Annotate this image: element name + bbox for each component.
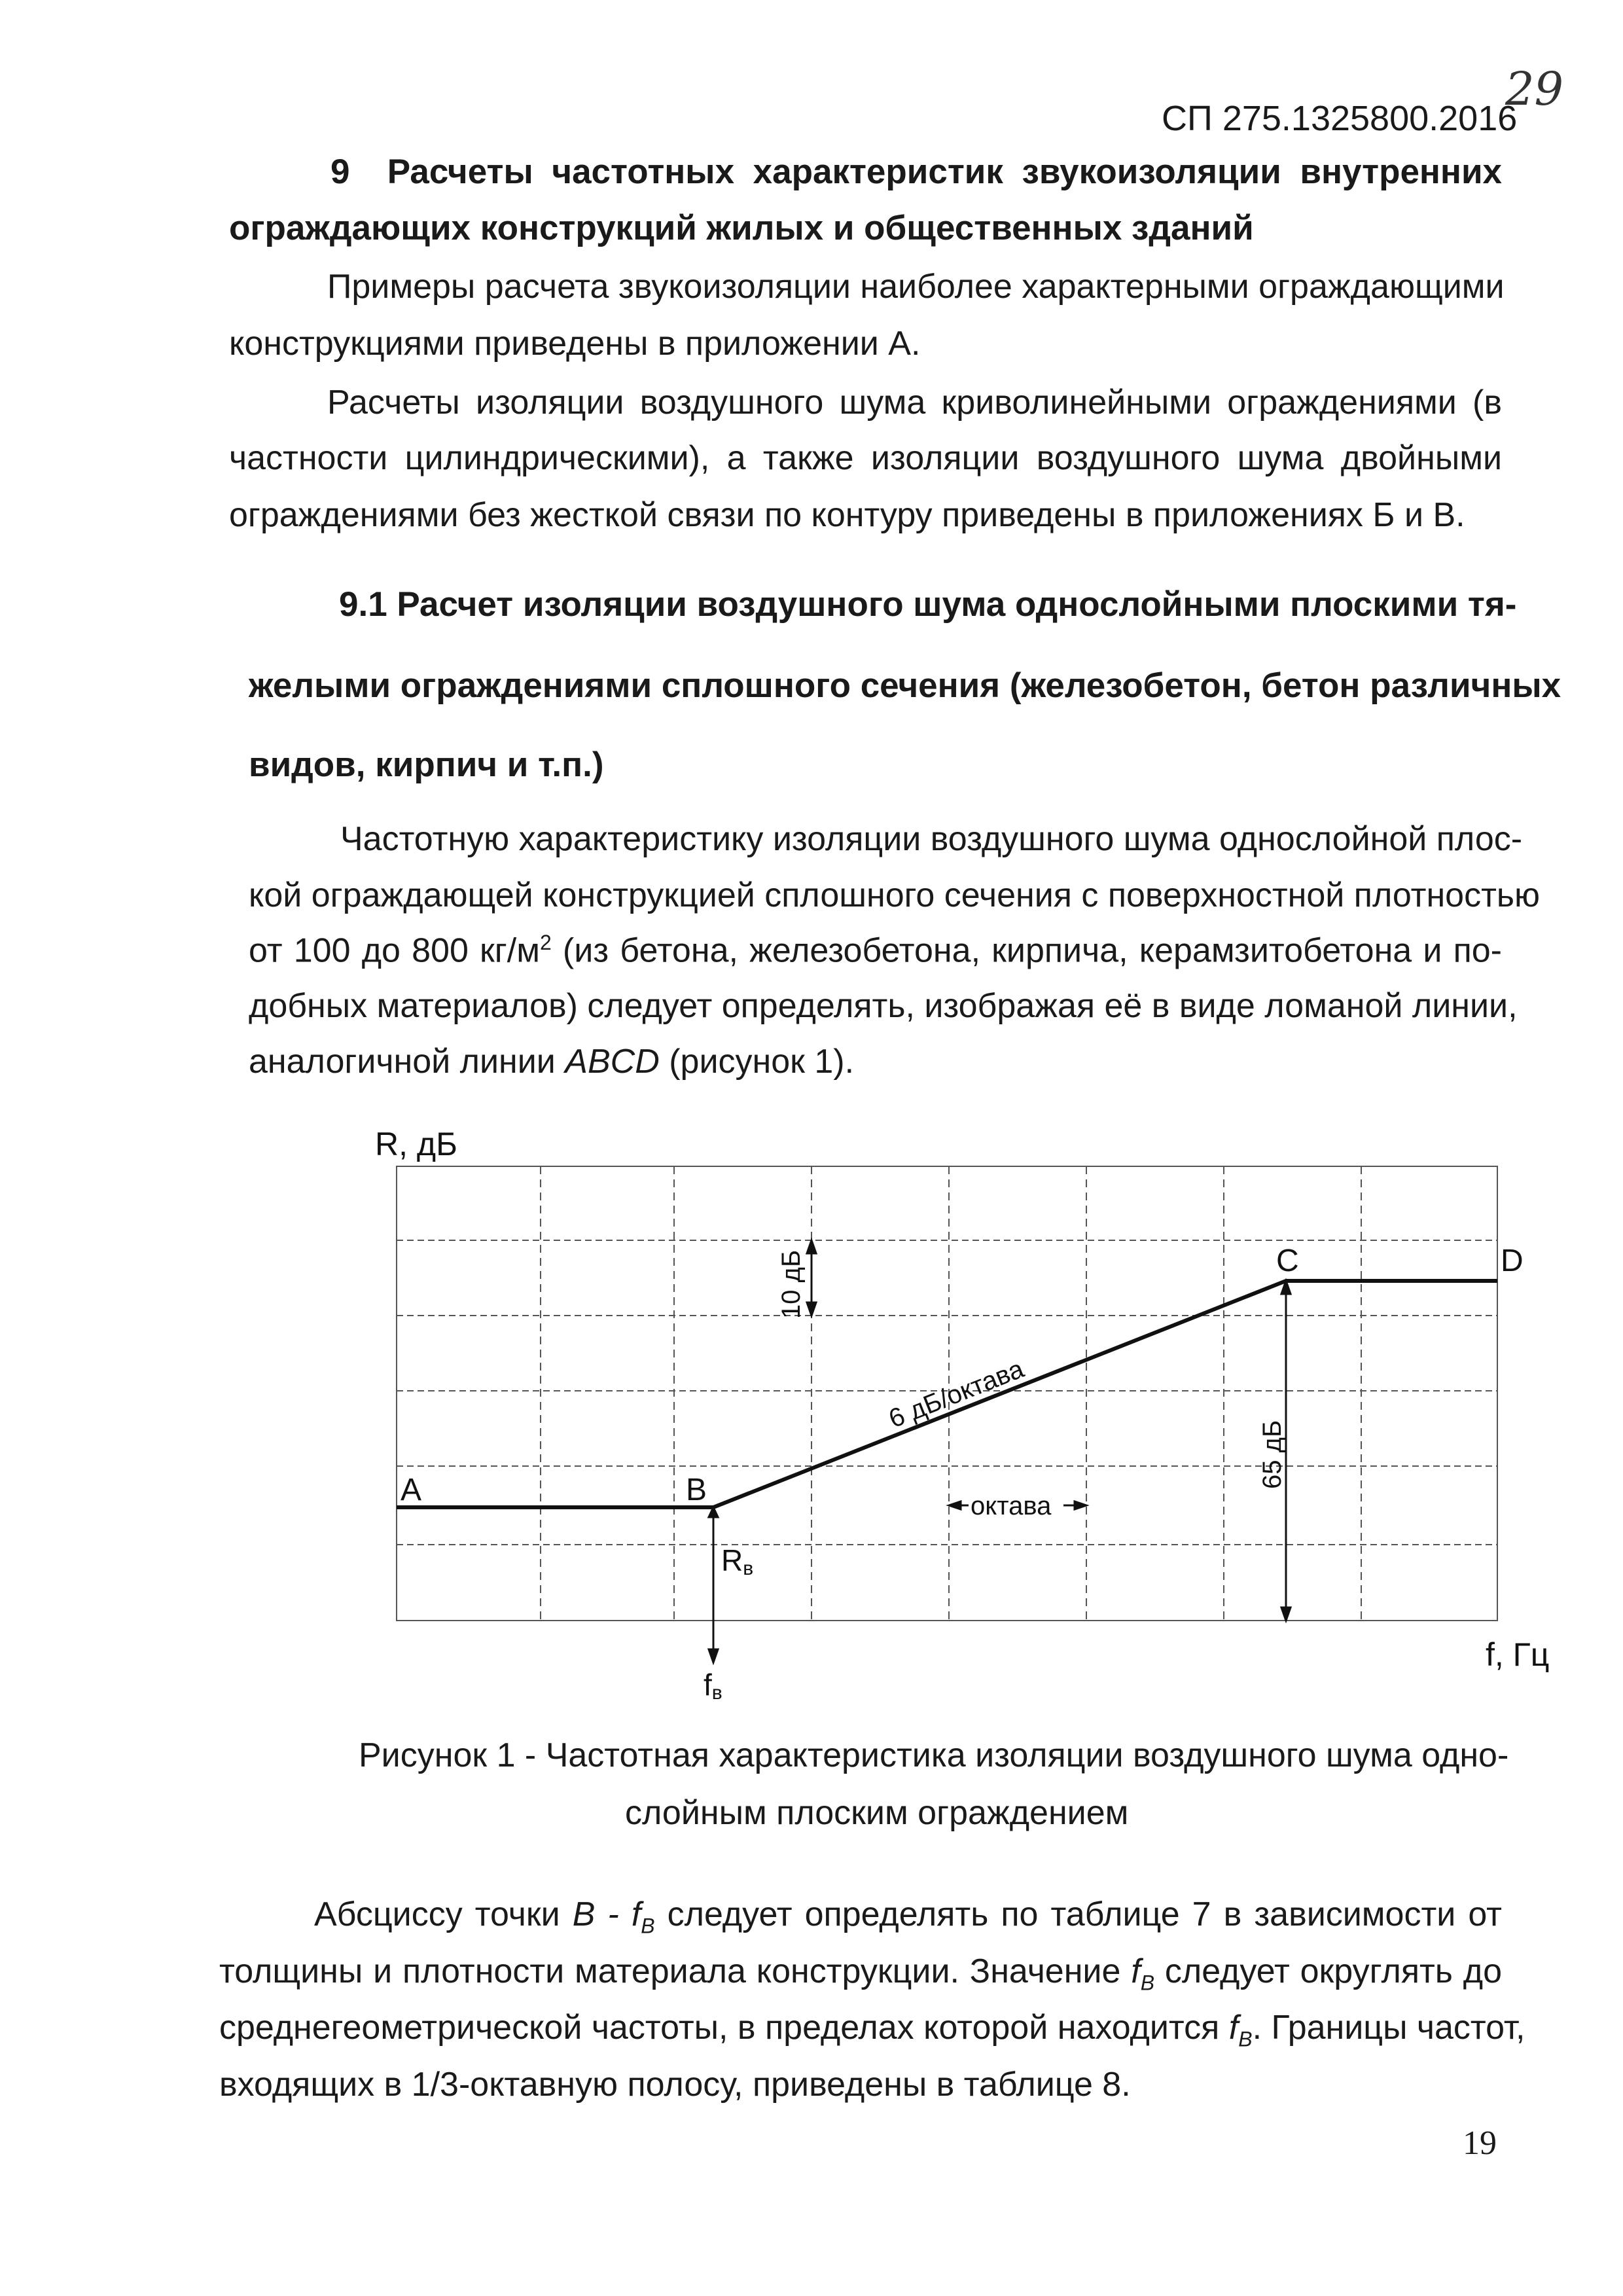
para-text: (рисунок 1). xyxy=(659,1043,855,1081)
dim-10db-label: 10 дБ xyxy=(777,1249,806,1319)
section91-title-line1: 9.1 Расчет изоляции воздушного шума однослойными плоскими тя- xyxy=(339,585,1517,624)
fb-arrow xyxy=(709,1507,718,1662)
rb-main: R xyxy=(721,1543,743,1577)
closing-text: Абсциссу точки xyxy=(314,1895,573,1933)
fb-sub: в xyxy=(711,1682,722,1704)
section91-title-line2: желыми ограждениями сплошного сечения (железобетон, бетон различных xyxy=(249,666,1561,705)
point-b-label: B xyxy=(686,1473,707,1507)
section9-title-line2: ограждающих конструкций жилых и общественных зданий xyxy=(229,209,1254,247)
section91-para-line2: кой ограждающей конструкцией сплошного сечения с поверхностной плотностью xyxy=(249,876,1541,914)
superscript: 2 xyxy=(539,931,552,954)
para2-line2: частности цилиндрическими), а также изоляции воздушного шума двойными xyxy=(229,439,1502,477)
section91-para-line1: Частотную характеристику изоляции воздушного шума однослойной плос- xyxy=(340,820,1523,858)
closing-sub: B xyxy=(641,1914,655,1938)
closing-point-b: В - f xyxy=(572,1895,641,1933)
para2-line1: Расчеты изоляции воздушного шума криволинейными ограждениями (в xyxy=(327,384,1502,422)
para1-line1: Примеры расчета звукоизоляции наиболее характерными ограждающими xyxy=(327,268,1505,306)
fb-label xyxy=(704,1668,722,1704)
point-d-label: D xyxy=(1501,1244,1524,1278)
closing-f: f xyxy=(1228,2009,1239,2047)
section91-para-line4: добных материалов) следует определять, изображая её в виде ломаной линии, xyxy=(249,987,1518,1025)
closing-f: f xyxy=(1131,1952,1141,1990)
rb-sub: в xyxy=(743,1558,754,1579)
closing-sub: B xyxy=(1140,1971,1155,1995)
figure-caption-line2: слойным плоским ограждением xyxy=(625,1794,1129,1832)
handwritten-page-number: 29 xyxy=(1505,62,1564,116)
para-text: от 100 до 800 кг/м xyxy=(249,931,540,970)
section9-number: 9 xyxy=(330,152,350,191)
x-axis-label: f, Гц xyxy=(1486,1636,1550,1673)
closing-line2 xyxy=(219,1952,1502,1995)
section9-title-text: Расчеты частотных характеристик звукоизоляции внутренних xyxy=(387,152,1503,191)
page-number: 19 xyxy=(1463,2125,1497,2162)
para-text: аналогичной линии xyxy=(249,1043,565,1081)
fb-main: f xyxy=(704,1668,712,1702)
closing-text: среднегеометрической частоты, в пределах которой находится xyxy=(219,2009,1229,2047)
closing-sub: B xyxy=(1238,2027,1253,2051)
dim-10db-arrow xyxy=(807,1240,816,1316)
para2-line3: ограждениями без жесткой связи по контуру приведены в приложениях Б и В. xyxy=(229,496,1465,534)
point-a-label: A xyxy=(401,1473,422,1507)
closing-text: . Границы частот, xyxy=(1252,2009,1525,2047)
para1-line2: конструкциями приведены в приложении А. xyxy=(229,325,921,363)
point-c-label: C xyxy=(1276,1244,1299,1278)
y-axis-label: R, дБ xyxy=(375,1126,457,1162)
section91-title-line3: видов, кирпич и т.п.) xyxy=(249,745,604,784)
document-code: СП 275.1325800.2016 xyxy=(1162,99,1518,138)
slope-label: 6 дБ/октава xyxy=(885,1354,1028,1434)
closing-line1 xyxy=(314,1895,1502,1938)
rb-label xyxy=(721,1543,753,1579)
figure-caption-line1: Рисунок 1 - Частотная характеристика изоляции воздушного шума одно- xyxy=(359,1736,1509,1774)
italic-abcd: ABCD xyxy=(565,1043,660,1081)
para-text: (из бетона, железобетона, кирпича, керамзитобетона и по- xyxy=(551,931,1502,970)
closing-line4: входящих в 1/3-октавную полосу, приведены в таблице 8. xyxy=(219,2066,1131,2104)
closing-text: следует определять по таблице 7 в зависимости от xyxy=(654,1895,1502,1933)
closing-line3 xyxy=(219,2008,1525,2051)
closing-text: толщины и плотности материала конструкции. Значение xyxy=(219,1952,1132,1990)
dim-65db-label: 65 дБ xyxy=(1258,1420,1287,1489)
octave-label: октава xyxy=(971,1492,1052,1520)
closing-text: следует округлять до xyxy=(1154,1952,1502,1990)
